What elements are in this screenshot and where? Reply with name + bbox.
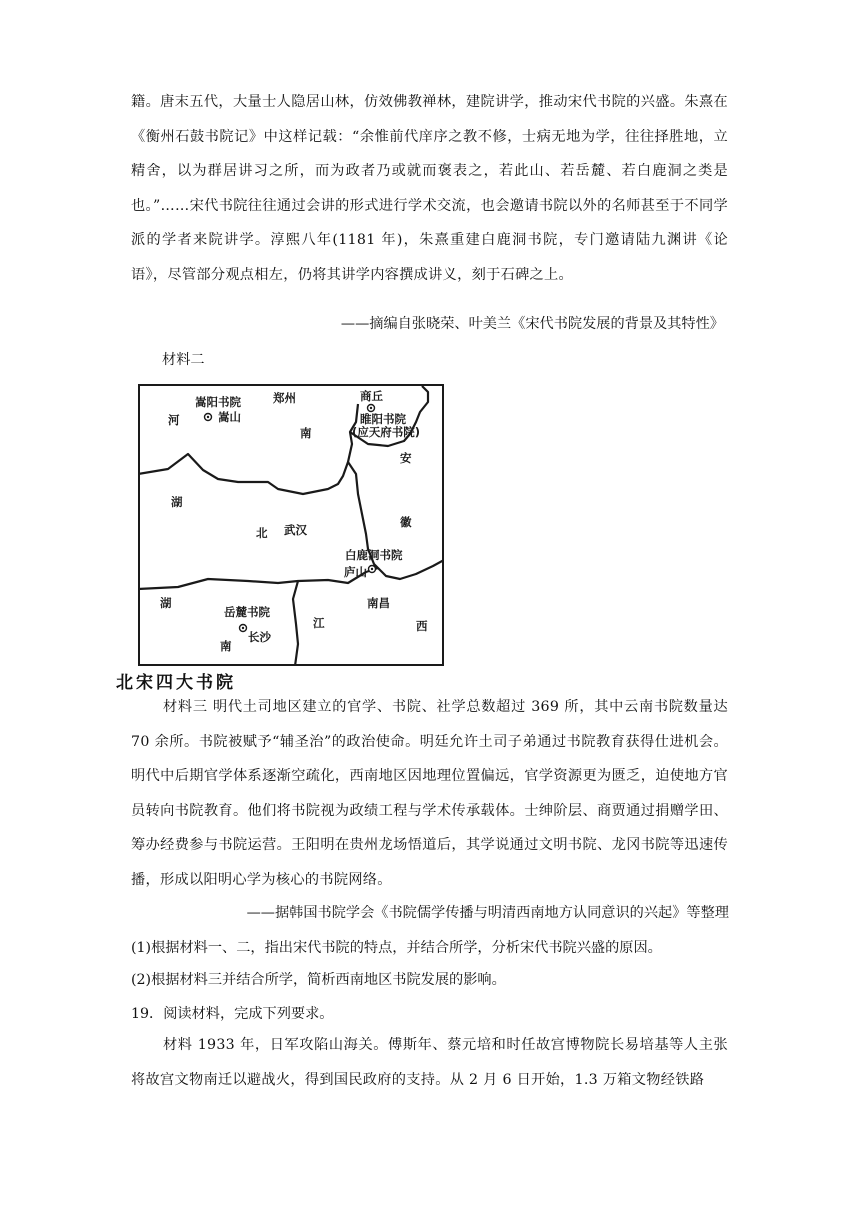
map-label-zhengzhou: 郑州 (273, 391, 296, 405)
map-label-wuhan: 武汉 (284, 523, 307, 537)
map-label-bei: 北 (256, 526, 268, 540)
material-3-source: ——据韩国书院学会《书院儒学传播与明清西南地方认同意识的兴起》等整理 (246, 905, 729, 921)
hubei-south-border (138, 565, 378, 589)
map-title: 北宋四大书院 (116, 673, 236, 693)
map-label-hu-2: 湖 (160, 596, 172, 610)
material-1-text: 籍。唐末五代，大量士人隐居山林，仿效佛教禅林，建院讲学，推动宋代书院的兴盛。朱熹在《衡州石鼓书院记》中这样记载：“余惟前代庠序之教不修，士病无地为学，往往择胜地，立精舍，以为群居讲习之所，而为政者乃或就而褒表之，若此山、若岳麓、若白鹿洞之类是也。”……宋代书院往往通过会讲的形式进行学术交流，也会邀请书院以外的名师甚至于不同学派的学者来院讲学。淳熙八年(1181 年)，朱熹重建白鹿洞书院，专门邀请陆九渊讲《论语》，尽管部分观点相左，仍将其讲学内容撰成讲义，刻于石碑之上。 (131, 94, 728, 283)
map-label-songshan: 嵩山 (218, 410, 241, 424)
map-label-nan-2: 南 (220, 639, 232, 653)
question-1: (1)根据材料一、二，指出宋代书院的特点，并结合所学，分析宋代书院兴盛的原因。 (131, 940, 662, 956)
map-label-yuelu-academy: 岳麓书院 (224, 605, 270, 619)
question-19-material: 材料 1933 年，日军攻陷山海关。傅斯年、蔡元培和时任故宫博物院长易培基等人主张将故宫文物南迁以避战火，得到国民政府的支持。从 2 月 6 日开始，1.3 万箱文物经铁路 (131, 1037, 728, 1088)
hunan-jiangxi-border (293, 581, 298, 666)
map-label-hui: 徽 (400, 515, 412, 529)
song-academies-map (138, 384, 448, 668)
question-2: (2)根据材料三并结合所学，简析西南地区书院发展的影响。 (131, 972, 506, 988)
material-2-label: 材料二 (162, 352, 205, 368)
map-label-yingtianfu: (应天府书院) (352, 425, 421, 439)
map-label-hu-1: 湖 (171, 495, 183, 509)
material-1-source: ——摘编自张晓荣、叶美兰《宋代书院发展的背景及其特性》 (340, 316, 724, 332)
map-label-lushan: 庐山 (344, 565, 367, 579)
question-19-heading: 19．阅读材料，完成下列要求。 (131, 1006, 334, 1022)
material-3-text: 材料三 明代土司地区建立的官学、书院、社学总数超过 369 所，其中云南书院数量达 70 余所。书院被赋予“辅圣治”的政治使命。明廷允许土司子弟通过书院教育获得仕进机会。明代中后期官学体系逐渐空疏化，西南地区因地理位置偏远，官学资源更为匮乏，迫使地方官员转向书院教育。他们将书院视为政绩工程与学术传承载体。士绅阶层、商贾通过捐赠学田、筹办经费参与书院运营。王阳明在贵州龙场悟道后，其学说通过文明书院、龙冈书院等迅速传播，形成以阳明心学为核心的书院网络。 (131, 699, 728, 888)
map-label-changsha: 长沙 (248, 630, 271, 644)
map-label-nanchang: 南昌 (367, 596, 390, 610)
map-label-bailudong-academy: 白鹿洞书院 (345, 548, 403, 562)
map-label-xi: 西 (416, 619, 428, 633)
map-label-suiyang-academy: 睢阳书院 (360, 412, 406, 426)
map-label-he: 河 (168, 413, 180, 427)
map-label-songyang-academy: 嵩阳书院 (195, 395, 241, 409)
map-label-nan-1: 南 (300, 426, 312, 440)
map-label-shangqiu: 商丘 (360, 389, 383, 403)
map-label-an: 安 (400, 451, 412, 465)
map-label-jiang: 江 (313, 616, 325, 630)
